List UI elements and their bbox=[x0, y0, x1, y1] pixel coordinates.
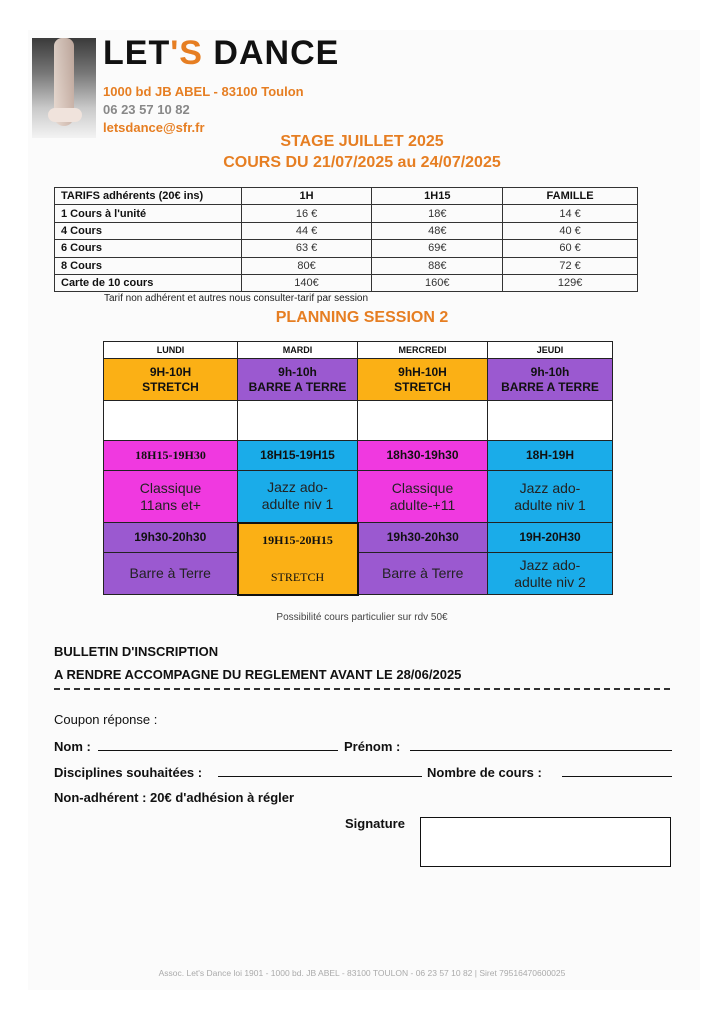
tarif-cell: 72 € bbox=[503, 257, 638, 274]
tarif-cell: 60 € bbox=[503, 240, 638, 257]
planning-table bbox=[103, 341, 613, 596]
tarif-cell: 63 € bbox=[241, 240, 372, 257]
dancer-photo bbox=[32, 38, 96, 138]
tarif-cell: 80€ bbox=[241, 257, 372, 274]
course-name: STRETCH bbox=[270, 569, 325, 584]
tarif-label: 6 Cours bbox=[55, 240, 242, 257]
empty-cell bbox=[488, 401, 613, 441]
course-time: 19h30-20h30 bbox=[134, 530, 207, 544]
day-header: MARDI bbox=[238, 342, 358, 359]
empty-row bbox=[104, 401, 613, 441]
course-level: adulte niv 1 bbox=[261, 496, 334, 513]
course-time: 18H15-19H30 bbox=[135, 448, 206, 462]
time-cell bbox=[104, 441, 238, 471]
course-time: 9h-10h bbox=[530, 364, 570, 379]
cut-line bbox=[54, 688, 670, 690]
tarif-cell: 69€ bbox=[372, 240, 503, 257]
evening1-time-row bbox=[104, 441, 613, 471]
bulletin-title: BULLETIN D'INSCRIPTION bbox=[54, 644, 219, 659]
course-level: adulte-+11 bbox=[389, 496, 456, 513]
course-time: 18H15-19H15 bbox=[260, 448, 335, 462]
disciplines-label: Disciplines souhaitées : bbox=[54, 765, 203, 780]
disciplines-field[interactable] bbox=[218, 776, 422, 777]
course-time: 9h-10h bbox=[278, 364, 317, 379]
tarif-cell: 48€ bbox=[372, 222, 503, 239]
planning-title: PLANNING SESSION 2 bbox=[275, 309, 449, 326]
day-header: LUNDI bbox=[104, 342, 238, 359]
prenom-label: Prénom : bbox=[344, 739, 401, 754]
tarif-label: 1 Cours à l'unité bbox=[55, 205, 242, 222]
time-cell bbox=[104, 523, 238, 553]
morning-row bbox=[104, 359, 613, 401]
day-header: MERCREDI bbox=[358, 342, 488, 359]
footer: Assoc. Let's Dance loi 1901 - 1000 bd. JB ABEL - 83100 TOULON - 06 23 57 10 82 | Siret 79516470600025 bbox=[158, 968, 566, 978]
tarif-cell: 140€ bbox=[241, 274, 372, 291]
bulletin-deadline: A RENDRE ACCOMPAGNE DU REGLEMENT AVANT LE 28/06/2025 bbox=[54, 667, 462, 682]
course-cell bbox=[104, 553, 238, 595]
course-name: STRETCH bbox=[394, 379, 451, 394]
brand-apostrophe: 'S bbox=[170, 34, 203, 72]
evening2-course-row bbox=[104, 553, 613, 595]
evening2-time-row bbox=[104, 523, 613, 553]
nombre-cours-label: Nombre de cours : bbox=[427, 765, 542, 780]
tarif-label: 4 Cours bbox=[55, 222, 242, 239]
brand-part: LET bbox=[103, 34, 171, 72]
signature-box[interactable] bbox=[420, 817, 671, 867]
tarif-cell: 14 € bbox=[503, 205, 638, 222]
course-cell bbox=[238, 471, 358, 523]
tarif-cell: 18€ bbox=[372, 205, 503, 222]
time-cell bbox=[238, 441, 358, 471]
table-row bbox=[55, 257, 638, 274]
nombre-cours-field[interactable] bbox=[562, 776, 672, 777]
course-name: Barre à Terre bbox=[382, 565, 464, 582]
course-time: 19H15-20H15 bbox=[262, 532, 333, 547]
tarif-note: Tarif non adhérent et autres nous consulter-tarif par session bbox=[104, 293, 369, 304]
course-level: adulte niv 1 bbox=[514, 496, 586, 513]
course-cell bbox=[358, 359, 488, 401]
tarif-cell: 44 € bbox=[241, 222, 372, 239]
time-cell bbox=[488, 523, 613, 553]
prenom-field[interactable] bbox=[410, 750, 672, 751]
empty-cell bbox=[104, 401, 238, 441]
address: 1000 bd JB ABEL - 83100 Toulon bbox=[103, 84, 304, 99]
table-row bbox=[55, 222, 638, 239]
course-time: 18h30-19h30 bbox=[386, 448, 459, 462]
course-cell bbox=[488, 553, 613, 595]
email-link[interactable]: letsdance@sfr.fr bbox=[103, 120, 205, 135]
tarifs-header: 1H bbox=[241, 188, 372, 205]
table-row bbox=[55, 205, 638, 222]
tarifs-header-row bbox=[55, 188, 638, 205]
evening1-course-row bbox=[104, 471, 613, 523]
course-name: Jazz ado- bbox=[519, 556, 581, 573]
time-cell bbox=[358, 523, 488, 553]
course-cell bbox=[104, 359, 238, 401]
time-cell bbox=[358, 441, 488, 471]
course-name: BARRE A TERRE bbox=[248, 379, 347, 394]
course-time: 9H-10H bbox=[149, 364, 192, 379]
tarifs-table bbox=[54, 187, 638, 292]
empty-cell bbox=[358, 401, 488, 441]
course-name: BARRE A TERRE bbox=[501, 379, 599, 394]
course-name: Jazz ado- bbox=[267, 479, 328, 496]
course-cell bbox=[358, 471, 488, 523]
planning-days-row bbox=[104, 342, 613, 359]
tarif-cell: 88€ bbox=[372, 257, 503, 274]
table-row bbox=[55, 240, 638, 257]
course-name: Jazz ado- bbox=[519, 479, 581, 496]
tarifs-header: FAMILLE bbox=[503, 188, 638, 205]
course-time: 18H-19H bbox=[525, 448, 575, 462]
course-cell bbox=[104, 471, 238, 523]
course-time: 19H-20H30 bbox=[519, 530, 581, 544]
nom-label: Nom : bbox=[54, 739, 91, 754]
day-header: JEUDI bbox=[488, 342, 613, 359]
course-name: STRETCH bbox=[142, 379, 199, 394]
nom-field[interactable] bbox=[98, 750, 338, 751]
tarif-cell: 40 € bbox=[503, 222, 638, 239]
tarif-cell: 16 € bbox=[241, 205, 372, 222]
empty-cell bbox=[238, 401, 358, 441]
course-name: Barre à Terre bbox=[129, 565, 211, 582]
course-cell bbox=[488, 471, 613, 523]
time-cell bbox=[488, 441, 613, 471]
non-adherent-note: Non-adhérent : 20€ d'adhésion à régler bbox=[54, 790, 295, 805]
tarif-cell: 160€ bbox=[372, 274, 503, 291]
pointe-shoe-shape bbox=[48, 108, 82, 122]
tarif-label: Carte de 10 cours bbox=[55, 274, 242, 291]
brand-title bbox=[103, 34, 339, 73]
tarifs-header: TARIFS adhérents (20€ ins) bbox=[55, 188, 242, 205]
course-dates-title: COURS DU 21/07/2025 au 24/07/2025 bbox=[223, 154, 501, 171]
course-level: 11ans et+ bbox=[140, 496, 201, 513]
private-lesson-note: Possibilité cours particulier sur rdv 50€ bbox=[276, 612, 448, 623]
course-time: 9hH-10H bbox=[398, 364, 447, 379]
coupon-label: Coupon réponse : bbox=[54, 712, 158, 727]
brand-part: DANCE bbox=[202, 34, 340, 72]
course-level: adulte niv 2 bbox=[514, 573, 586, 590]
course-cell bbox=[238, 523, 358, 595]
tarif-label: 8 Cours bbox=[55, 257, 242, 274]
phone: 06 23 57 10 82 bbox=[103, 102, 190, 117]
course-name: Classique bbox=[139, 479, 202, 496]
course-cell bbox=[238, 359, 358, 401]
stage-title: STAGE JUILLET 2025 bbox=[280, 133, 444, 150]
course-time: 19h30-20h30 bbox=[386, 530, 459, 544]
course-cell bbox=[488, 359, 613, 401]
course-cell bbox=[358, 553, 488, 595]
course-name: Classique bbox=[391, 479, 454, 496]
tarifs-header: 1H15 bbox=[372, 188, 503, 205]
signature-label: Signature bbox=[345, 816, 405, 831]
table-row bbox=[55, 274, 638, 291]
tarif-cell: 129€ bbox=[503, 274, 638, 291]
